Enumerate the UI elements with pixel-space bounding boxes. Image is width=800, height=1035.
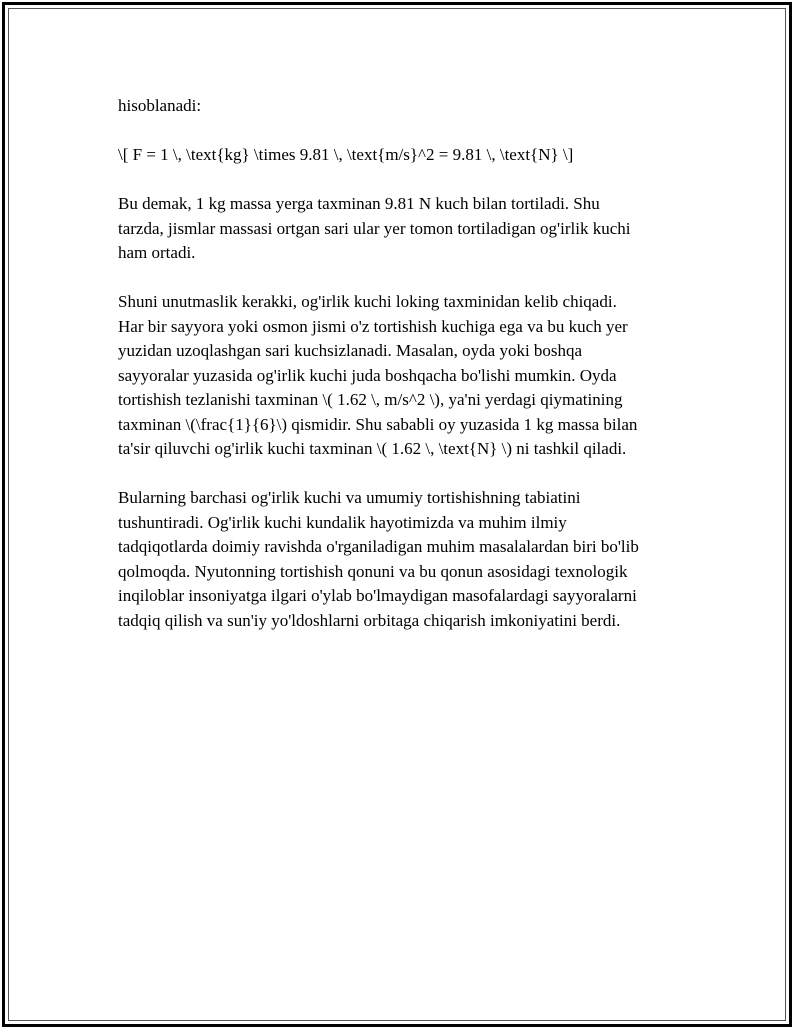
paragraph-moon-gravity [118, 290, 698, 462]
document-body [118, 94, 698, 658]
text-line: Bu demak, 1 kg massa yerga taxminan 9.81 N kuch bilan tortiladi. Shu [118, 194, 600, 213]
text-line: yuzidan uzoqlashgan sari kuchsizlanadi. Masalan, oyda yoki boshqa [118, 341, 583, 360]
text-line: tushuntiradi. Og'irlik kuchi kundalik hayotimizda va muhim ilmiy [118, 512, 567, 532]
text-line: tadqiqotlarda doimiy ravishda o'rganiladigan muhim masalalardan biri bo'lib [118, 537, 639, 556]
formula-weight [118, 143, 698, 168]
text-line: Har bir sayyora yoki osmon jismi o'z tortishish kuchiga ega va bu kuch yer [118, 316, 628, 336]
paragraph-conclusion [118, 486, 698, 633]
text-line: taxminan \(\frac{1}{6}\) qismidir. Shu sababli oy yuzasida 1 kg massa bilan [118, 414, 638, 434]
formula-line: \[ F = 1 \, \text{kg} \times 9.81 \, \text{m/s}^2 = 9.81 \, \text{N} \] [118, 145, 574, 164]
text-line: Shuni unutmaslik kerakki, og'irlik kuchi loking taxminidan kelib chiqadi. [118, 292, 617, 311]
paragraph-earth-weight [118, 192, 698, 266]
text-line: tortishish tezlanishi taxminan \( 1.62 \, m/s^2 \), ya'ni yerdagi qiymatining [118, 390, 623, 409]
text-line: ham ortadi. [118, 243, 196, 262]
text-line: inqiloblar insoniyatga ilgari o'ylab bo'lmaydigan masofalardagi sayyoralarni [118, 586, 637, 605]
text-line: tarzda, jismlar massasi ortgan sari ular yer tomon tortiladigan og'irlik kuchi [118, 218, 631, 238]
text-line: qolmoqda. Nyutonning tortishish qonuni va bu qonun asosidagi texnologik [118, 561, 628, 581]
text-line: Bularning barchasi og'irlik kuchi va umumiy tortishishning tabiatini [118, 488, 581, 507]
text-line: tadqiq qilish va sun'iy yo'ldoshlarni orbitaga chiqarish imkoniyatini berdi. [118, 610, 621, 630]
text-line: ta'sir qiluvchi og'irlik kuchi taxminan \( 1.62 \, \text{N} \) ni tashkil qiladi. [118, 439, 627, 458]
paragraph-intro [118, 94, 698, 119]
text-line: sayyoralar yuzasida og'irlik kuchi juda boshqacha bo'lishi mumkin. Oyda [118, 365, 617, 385]
text-line: hisoblanadi: [118, 96, 202, 115]
